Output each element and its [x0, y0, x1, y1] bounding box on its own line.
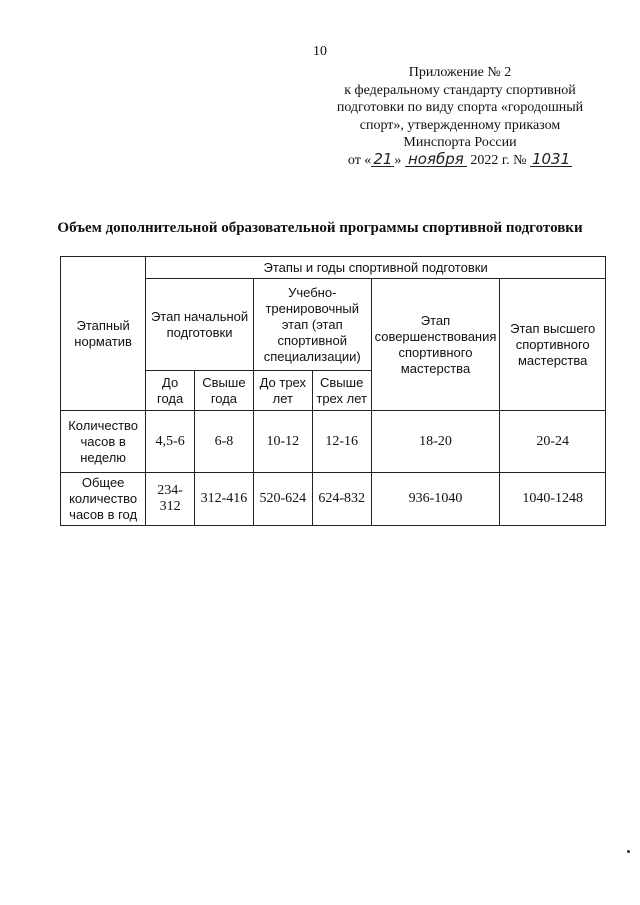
sub-training-over-three: Свыше трех лет	[312, 371, 371, 411]
norm-header: Этапный норматив	[74, 317, 132, 349]
appendix-block	[330, 64, 590, 169]
table-cell: 520-624	[253, 473, 312, 526]
handwritten-day: 21	[373, 149, 393, 168]
appendix-line-1: к федеральному стандарту спортивной	[344, 82, 576, 98]
table-cell: 312-416	[194, 473, 253, 526]
stage-training-header: Учебно-тренировочный этап (этап спортивной специализации)	[253, 279, 371, 371]
stage-highest-header: Этап высшего спортивного мастерства	[500, 279, 606, 411]
handwritten-month: ноября	[405, 152, 467, 167]
table-cell: 936-1040	[371, 473, 500, 526]
table-row	[61, 411, 606, 473]
row-label: Количество часов в неделю	[61, 411, 146, 473]
table-cell: 12-16	[312, 411, 371, 473]
table-cell: 624-832	[312, 473, 371, 526]
stage-perfection-header: Этап совершенствования спортивного мастерства	[371, 279, 500, 411]
stage-initial-header: Этап начальной подготовки	[146, 279, 254, 371]
table-cell: 20-24	[500, 411, 606, 473]
norm-header-cell	[61, 257, 146, 411]
table-cell: 4,5-6	[146, 411, 195, 473]
scan-speck	[627, 850, 630, 853]
table-cell: 234-312	[146, 473, 195, 526]
handwritten-order-number: 1031	[531, 149, 571, 168]
table-cell: 10-12	[253, 411, 312, 473]
table-cell: 1040-1248	[500, 473, 606, 526]
order-year-text: 2022 г. №	[470, 152, 527, 168]
date-mid: »	[394, 152, 402, 168]
document-title: Объем дополнительной образовательной программы спортивной подготовки	[57, 220, 583, 236]
sub-training-up-to-three: До трех лет	[253, 371, 312, 411]
program-volume-table	[60, 256, 606, 526]
order-date-line	[330, 149, 590, 170]
row-label: Общее количество часов в год	[61, 473, 146, 526]
appendix-line-2: подготовки по виду спорта «городошный	[336, 100, 584, 115]
appendix-title: Приложение № 2	[408, 65, 512, 80]
sub-initial-over-year: Свыше года	[194, 371, 253, 411]
table-cell: 6-8	[194, 411, 253, 473]
sub-initial-up-to-year: До года	[146, 371, 195, 411]
date-prefix: от «	[347, 152, 372, 168]
table-cell: 18-20	[371, 411, 500, 473]
appendix-line-4: Минспорта России	[403, 135, 517, 150]
table-row	[61, 473, 606, 526]
page-number: 10	[313, 44, 327, 59]
stages-header: Этапы и годы спортивной подготовки	[146, 257, 606, 279]
appendix-line-3: спорт», утвержденному приказом	[359, 117, 561, 133]
